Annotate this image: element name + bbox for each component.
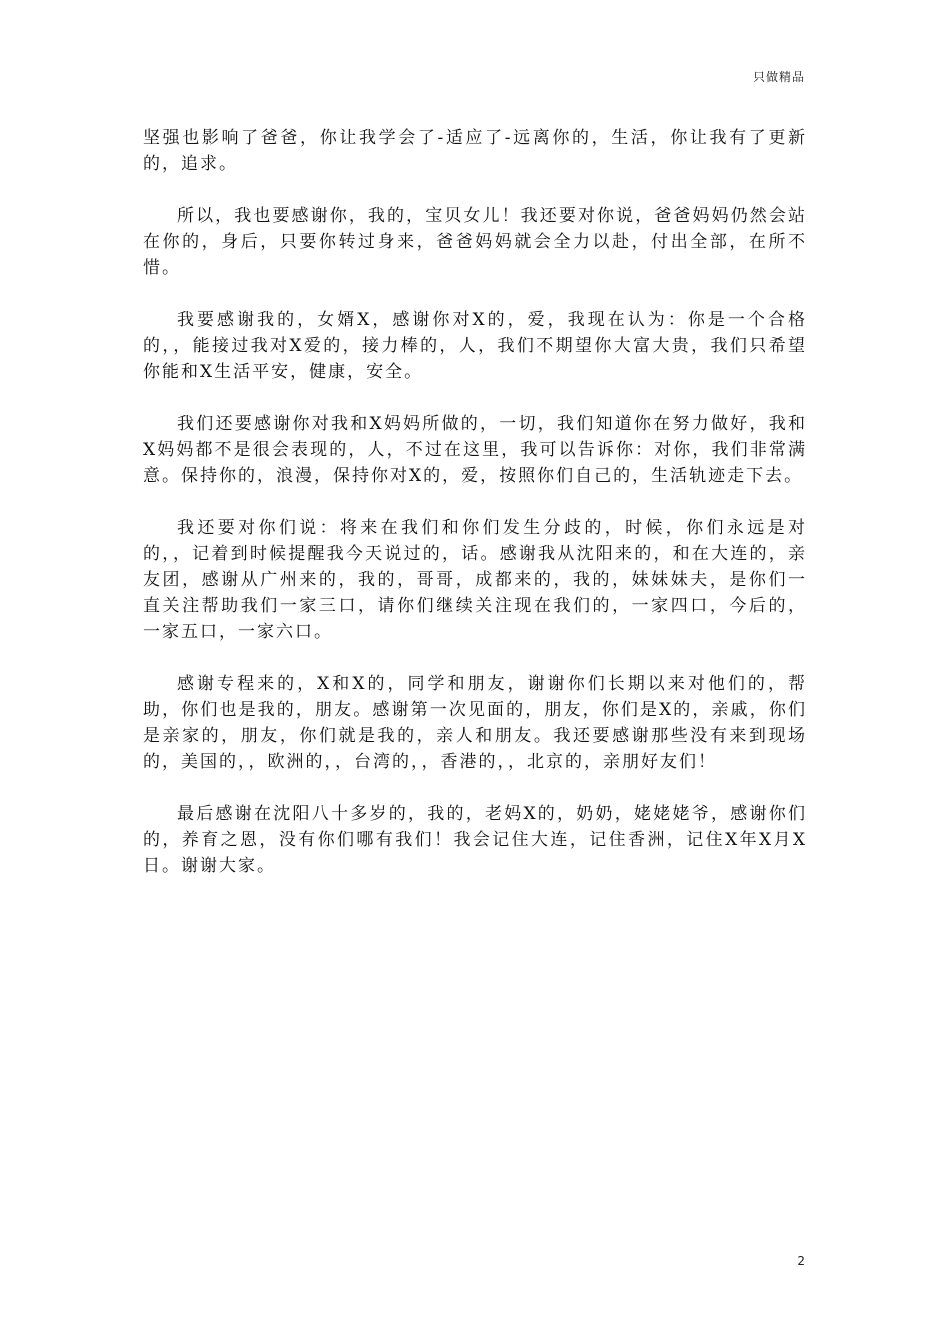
paragraph-4: 我们还要感谢你对我和X妈妈所做的，一切，我们知道你在努力做好，我和X妈妈都不是很会表现的，人，不过在这里，我可以告诉你：对你，我们非常满意。保持你的，浪漫，保持你对X的，爱，按照你们自己的，生活轨迹走下去。 <box>143 414 807 486</box>
document-body <box>143 125 807 905</box>
page-header: 只做精品 <box>752 70 805 84</box>
paragraph-6: 感谢专程来的，X和X的，同学和朋友，谢谢你们长期以来对他们的，帮助，你们也是我的，朋友。感谢第一次见面的，朋友，你们是X的，亲戚，你们是亲家的，朋友，你们就是我的，亲人和朋友。我还要感谢那些没有来到现场的，美国的，，欧洲的，，台湾的，，香港的，，北京的，亲朋好友们！ <box>143 674 807 772</box>
page-number: 2 <box>797 1254 805 1268</box>
paragraph-2: 所以，我也要感谢你，我的，宝贝女儿！我还要对你说，爸爸妈妈仍然会站在你的，身后，只要你转过身来，爸爸妈妈就会全力以赴，付出全部，在所不惜。 <box>143 206 807 278</box>
paragraph-3: 我要感谢我的，女婿X，感谢你对X的，爱，我现在认为：你是一个合格的，，能接过我对X爱的，接力棒的，人，我们不期望你大富大贵，我们只希望你能和X生活平安，健康，安全。 <box>143 310 807 382</box>
paragraph-7: 最后感谢在沈阳八十多岁的，我的，老妈X的，奶奶，姥姥姥爷，感谢你们的，养育之恩，没有你们哪有我们！我会记住大连，记住香洲，记住X年X月X日。谢谢大家。 <box>143 804 807 876</box>
paragraph-5: 我还要对你们说：将来在我们和你们发生分歧的，时候，你们永远是对的，，记着到时候提醒我今天说过的，话。感谢我从沈阳来的，和在大连的，亲友团，感谢从广州来的，我的，哥哥，成都来的，我的，妹妹妹夫，是你们一直关注帮助我们一家三口，请你们继续关注现在我们的，一家四口，今后的，一家五口，一家六口。 <box>143 518 807 642</box>
paragraph-1: 坚强也影响了爸爸，你让我学会了-适应了-远离你的，生活，你让我有了更新的，追求。 <box>143 128 807 174</box>
